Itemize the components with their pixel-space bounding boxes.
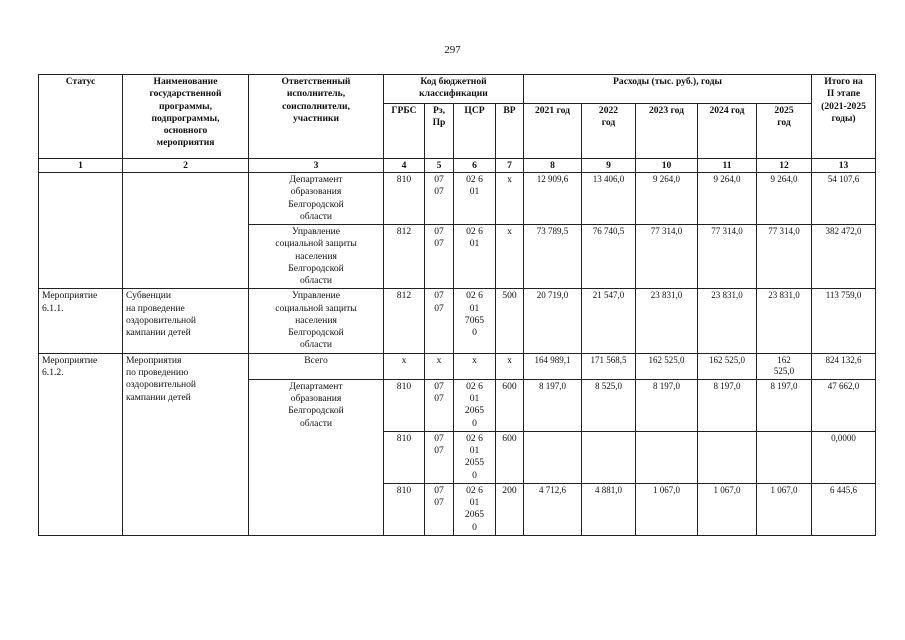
executor-cell: Управление социальной защиты населения Белгородской области xyxy=(249,289,384,353)
rzpr-cell: 07 07 xyxy=(425,225,454,289)
csr-cell: 02 6 01 2055 0 xyxy=(454,431,496,483)
total-cell: 47 662,0 xyxy=(812,379,876,431)
total-cell: 382 472,0 xyxy=(812,225,876,289)
value-2023-cell xyxy=(636,431,698,483)
rzpr-cell: х xyxy=(425,353,454,379)
name-cell: Мероприятия по проведению оздоровительной кампании детей xyxy=(123,353,249,535)
value-2021-cell: 73 789,5 xyxy=(524,225,582,289)
value-2024-cell: 9 264,0 xyxy=(698,173,757,225)
vr-cell: х xyxy=(496,225,524,289)
rzpr-cell: 07 07 xyxy=(425,431,454,483)
vr-cell: х xyxy=(496,173,524,225)
header-grbs: ГРБС xyxy=(384,104,425,159)
grbs-cell: 810 xyxy=(384,379,425,431)
header-total: Итого на II этапе (2021-2025 годы) xyxy=(812,75,876,159)
header-2023: 2023 год xyxy=(636,104,698,159)
vr-cell: 500 xyxy=(496,289,524,353)
value-2022-cell: 76 740,5 xyxy=(582,225,636,289)
column-number: 4 xyxy=(384,159,425,173)
value-2023-cell: 23 831,0 xyxy=(636,289,698,353)
column-number: 13 xyxy=(812,159,876,173)
header-2024: 2024 год xyxy=(698,104,757,159)
header-budget-code: Код бюджетной классификации xyxy=(384,75,524,104)
executor-cell: Департамент образования Белгородской области xyxy=(249,173,384,225)
value-2025-cell: 23 831,0 xyxy=(757,289,812,353)
value-2024-cell: 162 525,0 xyxy=(698,353,757,379)
header-vr: ВР xyxy=(496,104,524,159)
value-2025-cell: 77 314,0 xyxy=(757,225,812,289)
value-2024-cell xyxy=(698,431,757,483)
header-rz-pr: Рз, Пр xyxy=(425,104,454,159)
value-2024-cell: 1 067,0 xyxy=(698,483,757,535)
csr-cell: 02 6 01 7065 0 xyxy=(454,289,496,353)
value-2025-cell: 1 067,0 xyxy=(757,483,812,535)
total-cell: 824 132,6 xyxy=(812,353,876,379)
value-2025-cell: 9 264,0 xyxy=(757,173,812,225)
value-2025-cell: 8 197,0 xyxy=(757,379,812,431)
value-2023-cell: 8 197,0 xyxy=(636,379,698,431)
grbs-cell: х xyxy=(384,353,425,379)
value-2022-cell: 13 406,0 xyxy=(582,173,636,225)
grbs-cell: 810 xyxy=(384,483,425,535)
value-2021-cell: 4 712,6 xyxy=(524,483,582,535)
csr-cell: 02 6 01 2065 0 xyxy=(454,483,496,535)
value-2023-cell: 77 314,0 xyxy=(636,225,698,289)
value-2021-cell: 8 197,0 xyxy=(524,379,582,431)
value-2022-cell: 8 525,0 xyxy=(582,379,636,431)
column-number: 12 xyxy=(757,159,812,173)
executor-cell: Всего xyxy=(249,353,384,379)
column-number: 11 xyxy=(698,159,757,173)
column-number: 5 xyxy=(425,159,454,173)
rzpr-cell: 07 07 xyxy=(425,379,454,431)
header-executor: Ответственный исполнитель, соисполнители, участники xyxy=(249,75,384,159)
value-2022-cell: 4 881,0 xyxy=(582,483,636,535)
grbs-cell: 810 xyxy=(384,431,425,483)
status-cell xyxy=(39,173,123,289)
status-cell: Мероприятие 6.1.1. xyxy=(39,289,123,353)
header-csr: ЦСР xyxy=(454,104,496,159)
header-2025: 2025 год xyxy=(757,104,812,159)
total-cell: 6 445,6 xyxy=(812,483,876,535)
value-2024-cell: 23 831,0 xyxy=(698,289,757,353)
rzpr-cell: 07 07 xyxy=(425,173,454,225)
value-2021-cell: 164 989,1 xyxy=(524,353,582,379)
column-number: 3 xyxy=(249,159,384,173)
csr-cell: 02 6 01 xyxy=(454,173,496,225)
value-2022-cell: 171 568,5 xyxy=(582,353,636,379)
vr-cell: х xyxy=(496,353,524,379)
vr-cell: 600 xyxy=(496,379,524,431)
vr-cell: 200 xyxy=(496,483,524,535)
total-cell: 113 759,0 xyxy=(812,289,876,353)
value-2022-cell: 21 547,0 xyxy=(582,289,636,353)
csr-cell: 02 6 01 xyxy=(454,225,496,289)
header-status: Статус xyxy=(39,75,123,159)
header-expenses: Расходы (тыс. руб.), годы xyxy=(524,75,812,104)
value-2024-cell: 8 197,0 xyxy=(698,379,757,431)
value-2022-cell xyxy=(582,431,636,483)
table-row xyxy=(39,173,876,225)
csr-cell: х xyxy=(454,353,496,379)
value-2025-cell: 162 525,0 xyxy=(757,353,812,379)
value-2024-cell: 77 314,0 xyxy=(698,225,757,289)
column-number: 6 xyxy=(454,159,496,173)
header-program-name: Наименование государственной программы, подпрограммы, основного мероприятия xyxy=(123,75,249,159)
status-cell: Мероприятие 6.1.2. xyxy=(39,353,123,535)
value-2025-cell xyxy=(757,431,812,483)
csr-cell: 02 6 01 2065 0 xyxy=(454,379,496,431)
header-row-1 xyxy=(39,75,876,104)
column-number: 2 xyxy=(123,159,249,173)
name-cell xyxy=(123,173,249,289)
value-2021-cell: 12 909,6 xyxy=(524,173,582,225)
value-2023-cell: 162 525,0 xyxy=(636,353,698,379)
executor-cell: Управление социальной защиты населения Белгородской области xyxy=(249,225,384,289)
page-number: 297 xyxy=(444,44,461,56)
table-row xyxy=(39,353,876,379)
column-number: 7 xyxy=(496,159,524,173)
name-cell: Субвенции на проведение оздоровительной кампании детей xyxy=(123,289,249,353)
column-number: 1 xyxy=(39,159,123,173)
column-number: 10 xyxy=(636,159,698,173)
value-2023-cell: 9 264,0 xyxy=(636,173,698,225)
header-2022: 2022 год xyxy=(582,104,636,159)
grbs-cell: 812 xyxy=(384,225,425,289)
header-2021: 2021 год xyxy=(524,104,582,159)
rzpr-cell: 07 07 xyxy=(425,483,454,535)
table-row xyxy=(39,289,876,353)
vr-cell: 600 xyxy=(496,431,524,483)
budget-table xyxy=(38,74,876,536)
total-cell: 54 107,6 xyxy=(812,173,876,225)
rzpr-cell: 07 07 xyxy=(425,289,454,353)
column-number: 8 xyxy=(524,159,582,173)
value-2021-cell xyxy=(524,431,582,483)
value-2023-cell: 1 067,0 xyxy=(636,483,698,535)
column-number-row xyxy=(39,159,876,173)
grbs-cell: 810 xyxy=(384,173,425,225)
grbs-cell: 812 xyxy=(384,289,425,353)
total-cell: 0,0000 xyxy=(812,431,876,483)
executor-cell: Департамент образования Белгородской области xyxy=(249,379,384,535)
column-number: 9 xyxy=(582,159,636,173)
value-2021-cell: 20 719,0 xyxy=(524,289,582,353)
